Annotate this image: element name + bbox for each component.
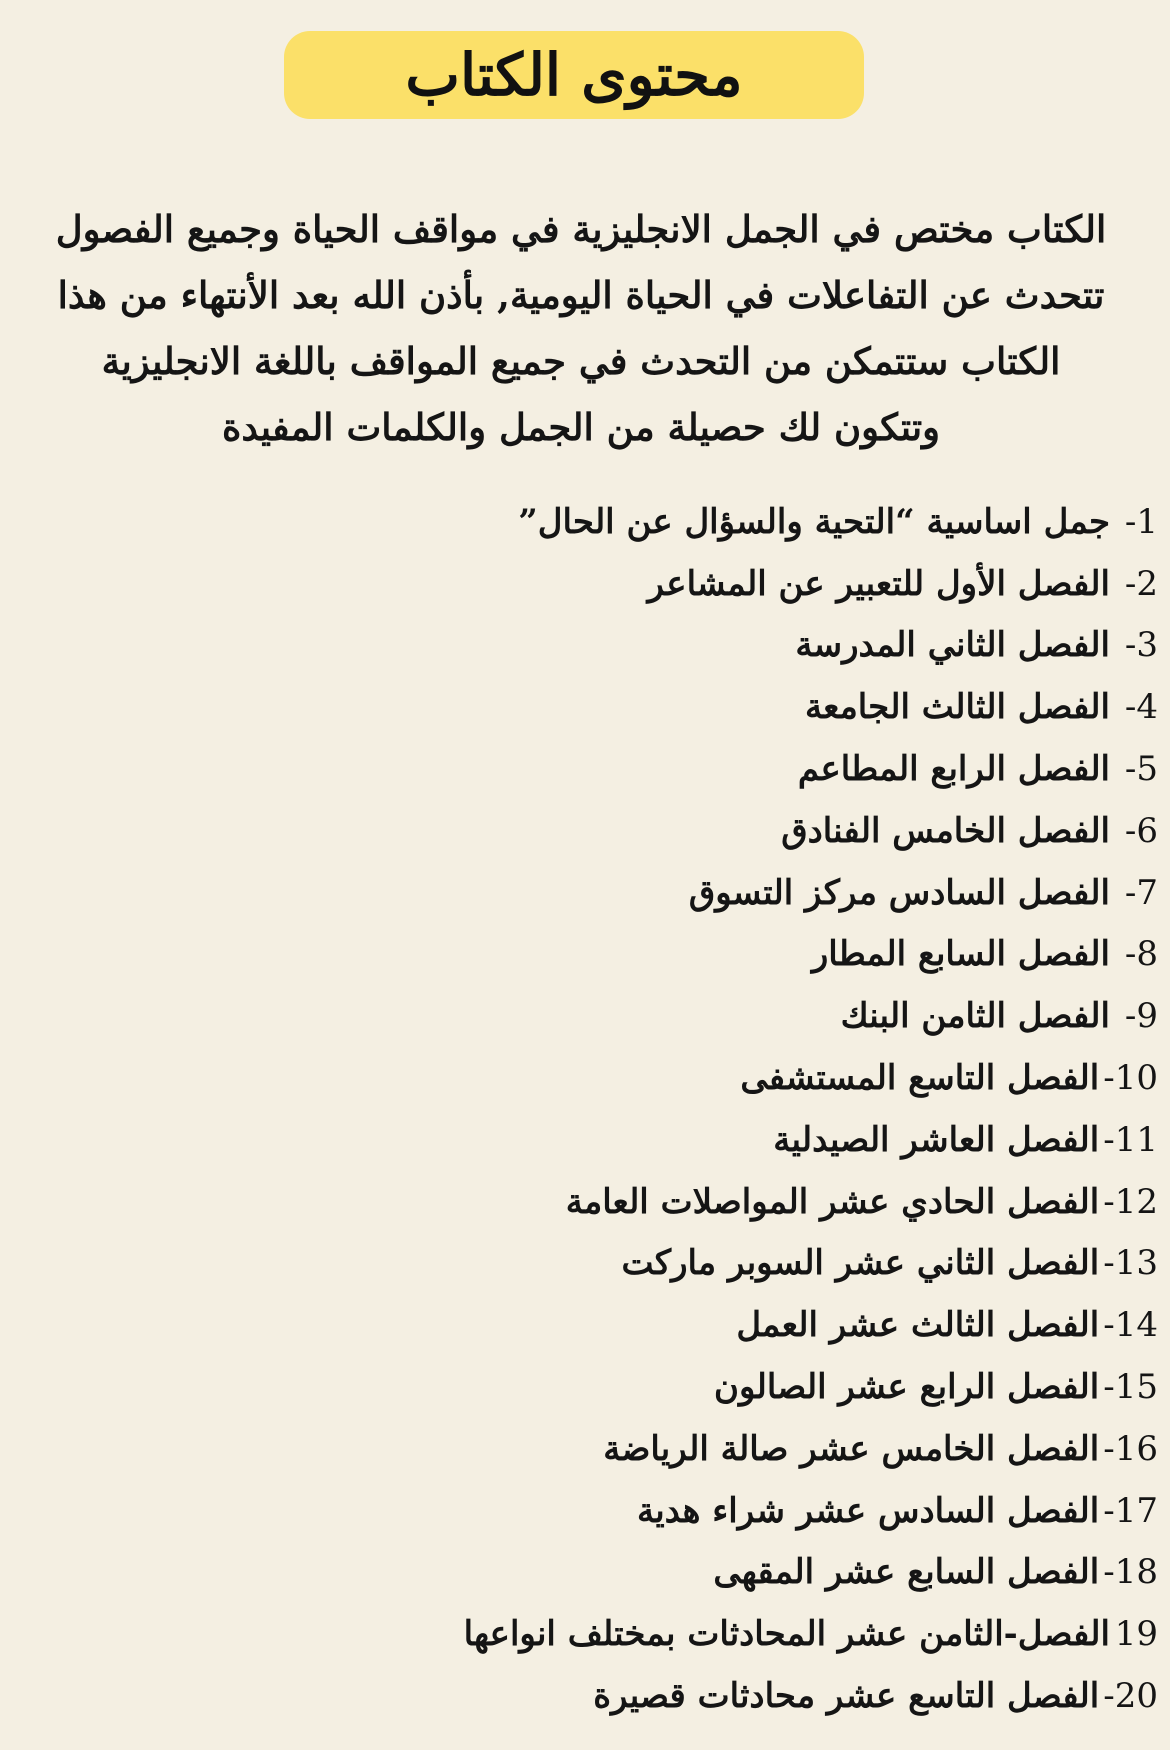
- chapter-number: 6-: [1124, 810, 1158, 851]
- chapter-title: الفصل السابع المطار: [811, 934, 1110, 975]
- chapter-number: 14-: [1103, 1305, 1158, 1346]
- chapter-number: 5-: [1124, 749, 1158, 790]
- chapter-number: 4-: [1124, 687, 1158, 728]
- chapter-title: الفصل الثاني المدرسة: [795, 625, 1110, 666]
- intro-paragraph: [20, 196, 1142, 460]
- chapter-number: 12-: [1103, 1181, 1158, 1222]
- chapter-number: 8-: [1124, 934, 1158, 975]
- chapter-item: [48, 1665, 1158, 1727]
- chapter-item: [48, 738, 1158, 800]
- chapter-number: 9-: [1124, 996, 1158, 1037]
- chapter-title: الفصل التاسع عشر محادثات قصيرة: [593, 1676, 1100, 1717]
- chapter-item: [48, 1418, 1158, 1480]
- chapter-item: [48, 1356, 1158, 1418]
- chapter-item: [48, 1171, 1158, 1233]
- chapter-title: الفصل العاشر الصيدلية: [773, 1119, 1100, 1160]
- chapter-number: 3-: [1124, 625, 1158, 666]
- chapter-title: الفصل الحادي عشر المواصلات العامة: [565, 1181, 1100, 1222]
- chapter-item: [48, 1047, 1158, 1109]
- chapter-title: الفصل الرابع عشر الصالون: [713, 1367, 1100, 1408]
- chapter-item: [48, 1233, 1158, 1295]
- chapter-item: [48, 862, 1158, 924]
- chapter-item: [48, 924, 1158, 986]
- chapter-title: الفصل التاسع المستشفى: [740, 1058, 1100, 1099]
- chapter-number: 15-: [1103, 1367, 1158, 1408]
- chapter-item: [48, 553, 1158, 615]
- chapter-title: الفصل الثالث الجامعة: [804, 687, 1110, 728]
- chapter-number: 20-: [1103, 1676, 1158, 1717]
- chapter-title: الفصل الثالث عشر العمل: [736, 1305, 1100, 1346]
- chapter-number: 16-: [1103, 1428, 1158, 1469]
- chapter-item: [48, 676, 1158, 738]
- chapter-title: الفصل الخامس الفنادق: [781, 810, 1110, 851]
- chapter-title: جمل اساسية “التحية والسؤال عن الحال”: [518, 501, 1110, 542]
- chapter-title: الفصل السادس مركز التسوق: [688, 872, 1110, 913]
- chapter-number: 13-: [1103, 1243, 1158, 1284]
- chapter-item: [48, 1480, 1158, 1542]
- chapter-title: الفصل الثاني عشر السوبر ماركت: [621, 1243, 1100, 1284]
- chapter-number: 18-: [1103, 1552, 1158, 1593]
- chapter-title: الفصل الأول للتعبير عن المشاعر: [647, 563, 1110, 604]
- chapter-title: الفصل الخامس عشر صالة الرياضة: [603, 1428, 1100, 1469]
- intro-line: تتحدث عن التفاعلات في الحياة اليومية, بأذن الله بعد الأنتهاء من هذا: [57, 273, 1105, 317]
- chapter-title: الفصل السابع عشر المقهى: [713, 1552, 1100, 1593]
- title-banner: [284, 31, 864, 119]
- intro-line: الكتاب ستتمكن من التحدث في جميع المواقف باللغة الانجليزية: [101, 339, 1061, 383]
- intro-line: الكتاب مختص في الجمل الانجليزية في مواقف الحياة وجميع الفصول: [55, 207, 1107, 251]
- chapter-item: [48, 1294, 1158, 1356]
- chapter-item: [48, 1109, 1158, 1171]
- chapter-item: [48, 800, 1158, 862]
- chapter-item: [48, 1603, 1158, 1665]
- chapter-title: الفصل الثامن البنك: [840, 996, 1110, 1037]
- chapter-number: 11-: [1103, 1119, 1158, 1160]
- chapter-list: [48, 491, 1158, 1727]
- chapter-item: [48, 491, 1158, 553]
- chapter-number: 2-: [1124, 563, 1158, 604]
- chapter-title: الفصل الرابع المطاعم: [797, 749, 1110, 790]
- chapter-item: [48, 615, 1158, 677]
- chapter-title: الفصل السادس عشر شراء هدية: [636, 1490, 1100, 1531]
- chapter-number: 17-: [1103, 1490, 1158, 1531]
- chapter-number: 7-: [1124, 872, 1158, 913]
- chapter-number: 1-: [1124, 501, 1158, 542]
- chapter-number: 10-: [1103, 1058, 1158, 1099]
- chapter-title: الفصل-الثامن عشر المحادثات بمختلف انواعها: [463, 1614, 1110, 1655]
- intro-line: وتتكون لك حصيلة من الجمل والكلمات المفيدة: [221, 405, 941, 449]
- page-title: محتوى الكتاب: [405, 41, 743, 109]
- chapter-number: 19: [1114, 1614, 1158, 1655]
- chapter-item: [48, 985, 1158, 1047]
- chapter-item: [48, 1542, 1158, 1604]
